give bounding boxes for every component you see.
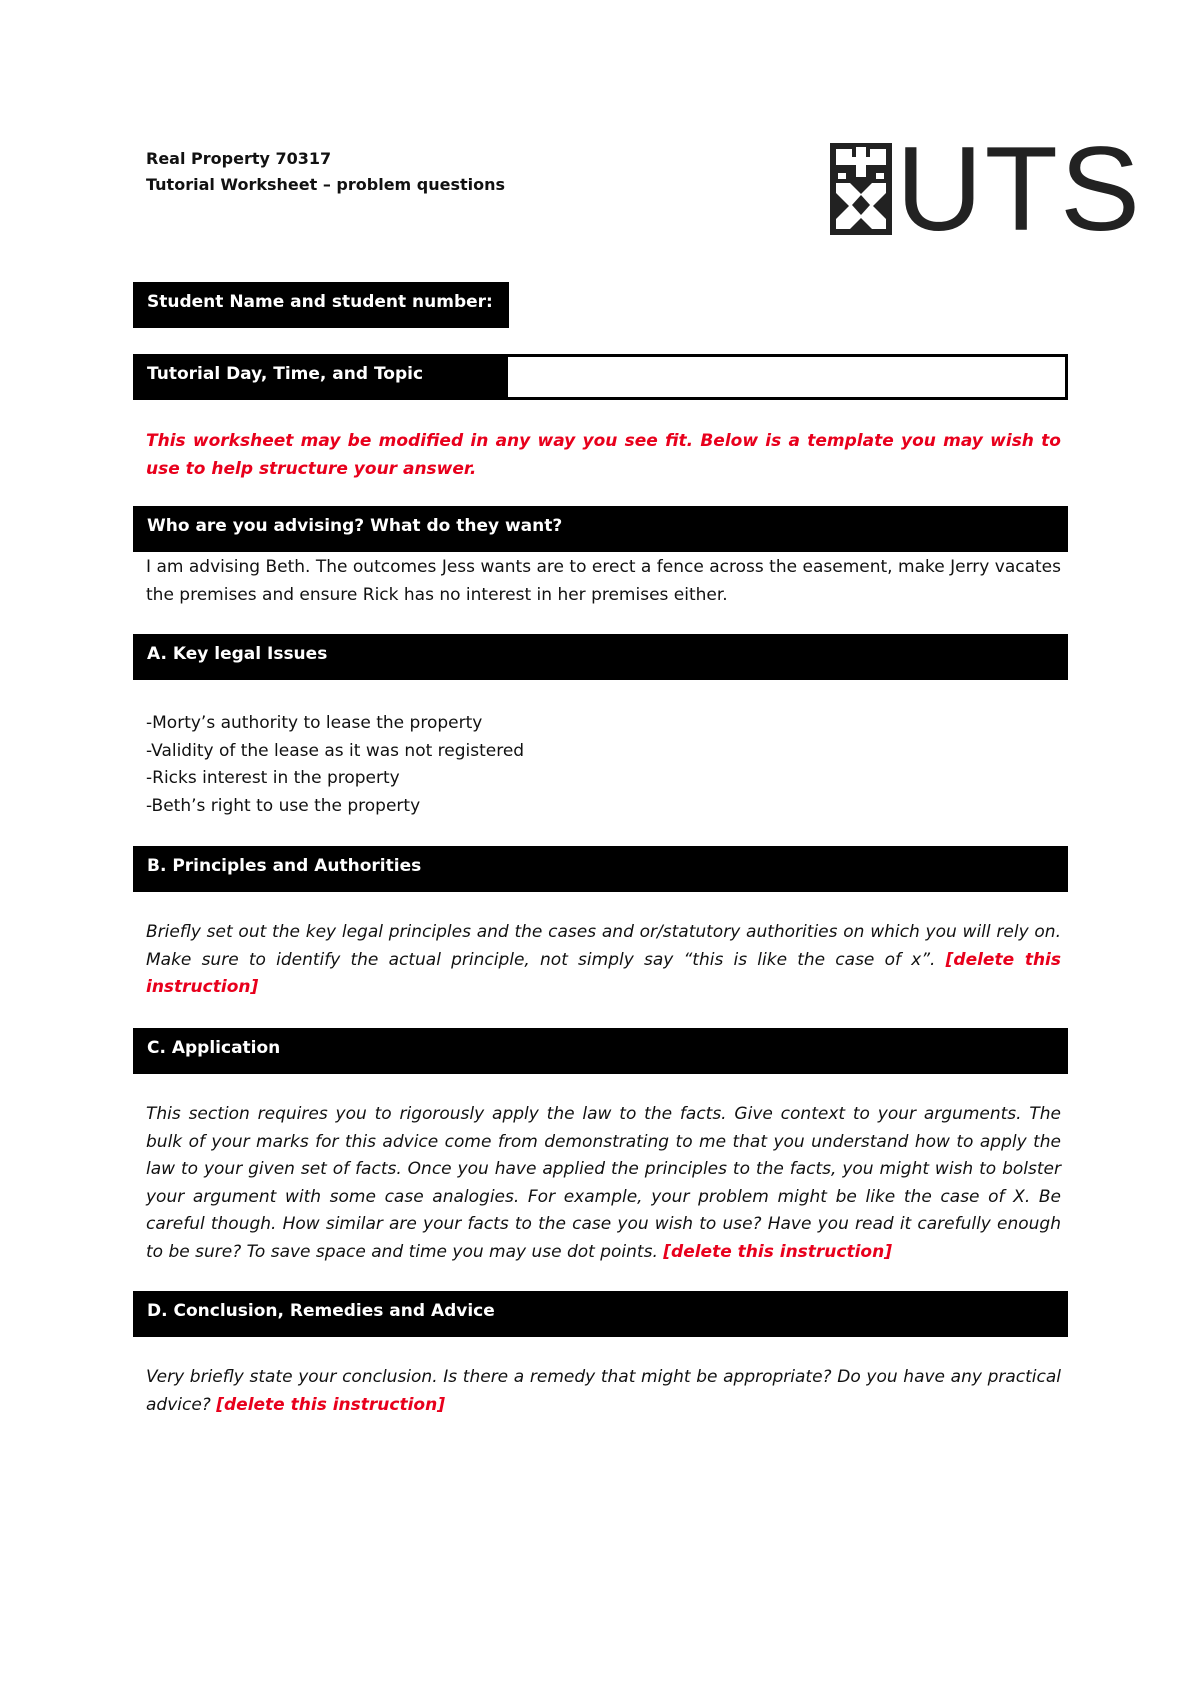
notice-text: This worksheet may be modified in any way you see fit. Below is a template you may wish to use to help structure your answer. — [146, 431, 1061, 479]
worksheet-subtitle: Tutorial Worksheet – problem questions — [146, 175, 506, 194]
list-item: -Validity of the lease as it was not registered — [146, 740, 525, 761]
uts-logo — [830, 122, 1142, 256]
section-principles-heading — [133, 846, 1068, 892]
section-conclusion-heading — [133, 1291, 1068, 1337]
student-name-field[interactable] — [133, 282, 509, 328]
course-title: Real Property 70317 — [146, 149, 332, 168]
section-application-body[interactable] — [146, 1101, 1061, 1266]
issues-list[interactable] — [146, 710, 1061, 820]
section-conclusion-body[interactable] — [146, 1364, 1061, 1419]
section-heading-label: B. Principles and Authorities — [147, 856, 422, 876]
list-item: -Beth’s right to use the property — [146, 795, 421, 816]
list-item: -Ricks interest in the property — [146, 768, 400, 788]
tutorial-label-cell — [133, 354, 508, 400]
section-heading-label: C. Application — [147, 1038, 281, 1058]
student-name-label: Student Name and student number: — [147, 292, 493, 312]
tutorial-label: Tutorial Day, Time, and Topic — [147, 364, 424, 384]
section-heading-label: A. Key legal Issues — [147, 644, 328, 664]
delete-instruction: [delete this instruction] — [216, 1394, 445, 1415]
conclusion-text: Very briefly state your conclusion. Is there a remedy that might be appropriate? Do you have any practical advice? — [146, 1367, 1061, 1415]
course-header — [146, 146, 505, 198]
delete-instruction: [delete this instruction] — [663, 1241, 892, 1262]
list-item: -Morty’s authority to lease the property — [146, 713, 483, 733]
uts-crest-icon — [830, 143, 892, 235]
section-heading-label: Who are you advising? What do they want? — [147, 516, 563, 536]
section-principles-body[interactable] — [146, 919, 1061, 1002]
section-heading-label: D. Conclusion, Remedies and Advice — [147, 1301, 495, 1321]
section-who-heading — [133, 506, 1068, 552]
delete-instruction: [delete this instruction] — [146, 949, 1062, 997]
section-issues-heading — [133, 634, 1068, 680]
tutorial-row — [133, 354, 1068, 400]
principles-text: Briefly set out the key legal principles and the cases and or/statutory authorities on which you will rely on. Make sure to identify the actual principle, not simply say “this is like the case of x”. — [146, 922, 1061, 970]
section-who-body[interactable]: I am advising Beth. The outcomes Jess wants are to erect a fence across the easement, make Jerry vacates the premises and ensure Rick has no interest in her premises either. — [146, 557, 1061, 605]
uts-wordmark: UTS — [896, 122, 1142, 256]
tutorial-input[interactable] — [508, 354, 1068, 400]
section-application-heading — [133, 1028, 1068, 1074]
application-text: This section requires you to rigorously apply the law to the facts. Give context to your arguments. The bulk of your marks for this advice come from demonstrating to me that you understand how to apply the law to your given set of facts. Once you have applied the principles to the facts, you might wish to bolster your argument with some case analogies. For example, your problem might be like the case of X. Be careful though. How similar are your facts to the case you wish to use? Have you read it carefully enough to be sure? To save space and time you may use dot points. — [146, 1104, 1061, 1262]
